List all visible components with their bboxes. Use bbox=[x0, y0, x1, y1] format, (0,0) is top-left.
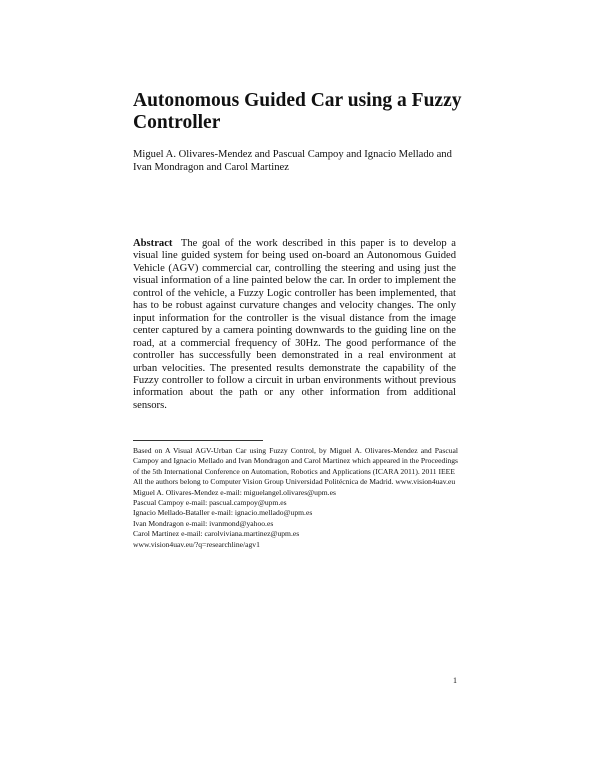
footnote-email: Pascual Campoy e-mail: pascual.campoy@upm.es bbox=[133, 498, 287, 508]
footnote-source: Based on A Visual AGV-Urban Car using Fuzzy Control, by Miguel A. Olivares-Mendez and Pascual Campoy and Ignacio Mellado and Ivan Mondragon and Carol Martinez which appeared in the Proceedings of the 5th International Conference on Automation, Robotics and Applications (ICARA 2011). 2011 IEEE bbox=[133, 446, 458, 476]
footnote-email: Carol Martinez e-mail: carolviviana.martinez@upm.es bbox=[133, 529, 300, 539]
footnote-email: Ivan Mondragon e-mail: ivanmond@yahoo.es bbox=[133, 518, 274, 528]
footnote-email: Miguel A. Olivares-Mendez e-mail: miguelangel.olivares@upm.es bbox=[133, 487, 336, 497]
footnote-email: Ignacio Mellado-Bataller e-mail: ignacio.mellado@upm.es bbox=[133, 508, 313, 518]
footnote-affiliation: All the authors belong to Computer Vision Group Universidad Politécnica de Madrid. www.vision4uav.eu bbox=[133, 477, 456, 487]
abstract-text: The goal of the work described in this paper is to develop a visual line guided system for being used on-board an Autonomous Guided Vehicle (AGV) commercial car, controlling the steering and using just the visual information of a line painted below the car. In order to implement the control of the vehicle, a Fuzzy Logic controller has been implemented, that has to be robust against curvature changes and velocity changes. The only input information for the controller is the visual distance from the image center captured by a camera pointing downwards to the guiding line on the road, at a commercial frequency of 30Hz. The good performance of the controller has successfully been demonstrated in a real environment at urban velocities. The presented results demonstrate the capability of the Fuzzy controller to follow a circuit in urban environments without previous information about the path or any other information from additional sensors. bbox=[133, 238, 456, 411]
page-number: 1 bbox=[453, 676, 457, 685]
abstract-heading: Abstract bbox=[133, 238, 173, 249]
footnotes bbox=[133, 446, 458, 550]
footnote-rule bbox=[133, 440, 263, 441]
abstract bbox=[133, 238, 456, 412]
paper-title: Autonomous Guided Car using a Fuzzy Controller bbox=[133, 90, 462, 133]
footnote-url: www.vision4uav.eu/?q=researchline/agv1 bbox=[133, 539, 260, 549]
authors: Miguel A. Olivares-Mendez and Pascual Campoy and Ignacio Mellado and Ivan Mondragon and Carol Martinez bbox=[133, 149, 452, 173]
